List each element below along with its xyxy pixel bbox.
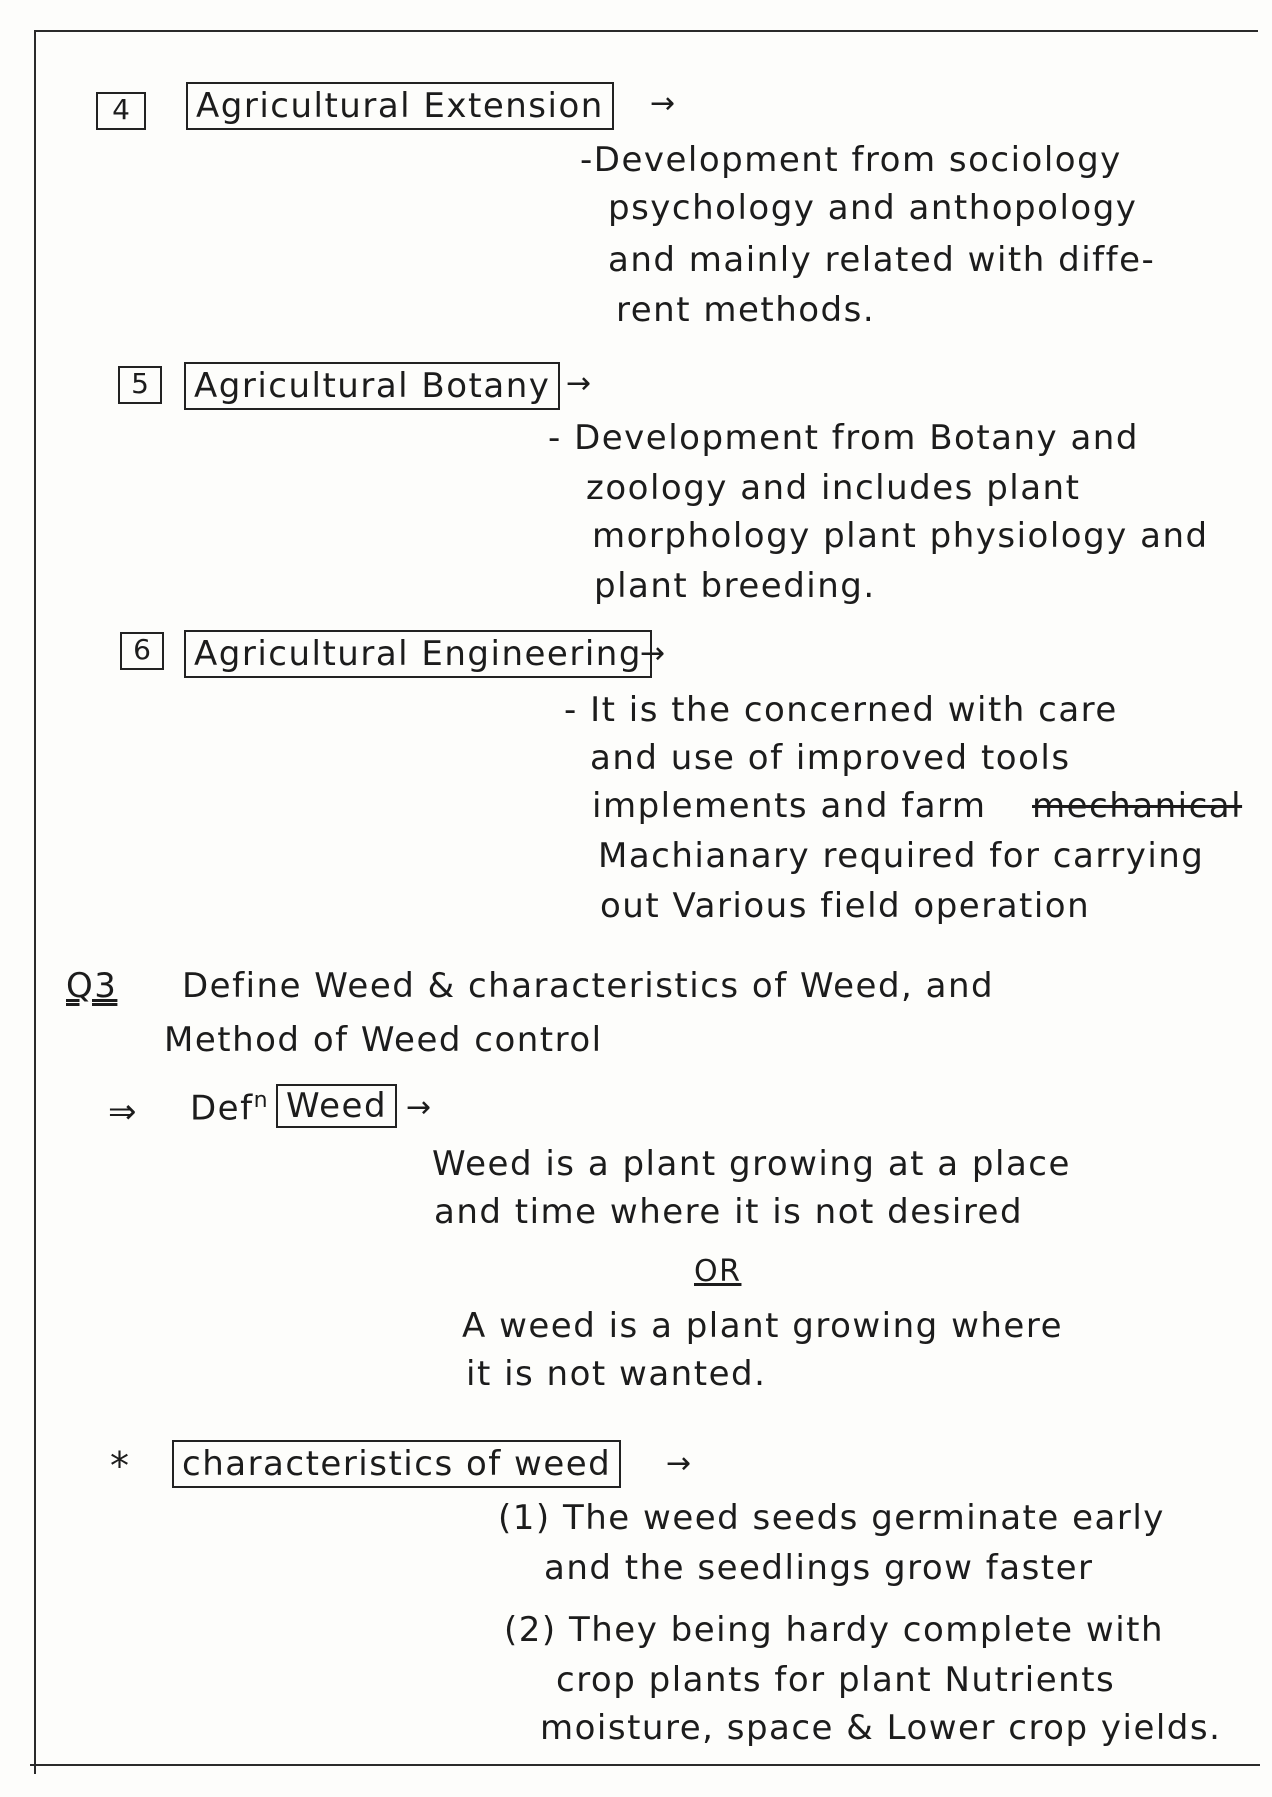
arrow-icon: → [406, 1090, 432, 1125]
section-text-line: rent methods. [616, 290, 876, 330]
section-text-line: and use of improved tools [590, 738, 1071, 778]
question-text: Define Weed & characteristics of Weed, and [182, 966, 995, 1006]
arrow-icon: → [566, 366, 592, 401]
section-text-line: -Development from sociology [580, 140, 1122, 180]
definition-text: it is not wanted. [466, 1354, 767, 1394]
section-text-line: - It is the concerned with care [564, 690, 1118, 730]
section-text-line: morphology plant physiology and [592, 516, 1209, 556]
characteristic-line: and the seedlings grow faster [544, 1548, 1094, 1588]
section-text-line: - Development from Botany and [548, 418, 1139, 458]
definition-text: A weed is a plant growing where [462, 1306, 1063, 1346]
section-text-line: plant breeding. [594, 566, 876, 606]
definition-text: and time where it is not desired [434, 1192, 1024, 1232]
arrow-icon: → [640, 636, 666, 671]
definition-term: Weed [276, 1084, 397, 1128]
question-text: Method of Weed control [164, 1020, 603, 1060]
characteristic-line: (1) The weed seeds germinate early [498, 1498, 1165, 1538]
section-heading: Agricultural Botany [184, 362, 560, 410]
section-text-line: Machianary required for carrying [598, 836, 1205, 876]
section-number: 5 [118, 366, 162, 404]
implies-arrow-icon: ⇒ [108, 1092, 138, 1132]
arrow-icon: → [666, 1446, 692, 1481]
struck-out-word: mechanical [1032, 786, 1243, 826]
characteristic-line: moisture, space & Lower crop yields. [540, 1708, 1222, 1748]
characteristic-line: crop plants for plant Nutrients [556, 1660, 1116, 1700]
section-text-line: implements and farm [592, 786, 987, 826]
section-text-line: psychology and anthopology [608, 188, 1138, 228]
bottom-rule [30, 1764, 1260, 1766]
section-number: 6 [120, 632, 164, 670]
or-divider: OR [694, 1254, 742, 1289]
definition-text: Weed is a plant growing at a place [432, 1144, 1071, 1184]
section-heading: Agricultural Extension [186, 82, 614, 130]
section-number: 4 [96, 92, 146, 130]
characteristics-heading: characteristics of weed [172, 1440, 621, 1488]
definition-prefix-text: Def [190, 1088, 254, 1129]
section-text-line: and mainly related with diffe- [608, 240, 1156, 280]
question-label: Q3 [66, 966, 118, 1006]
section-heading: Agricultural Engineering [184, 630, 652, 678]
section-text-line: out Various field operation [600, 886, 1091, 926]
asterisk-bullet-icon: * [110, 1444, 131, 1488]
arrow-icon: → [650, 86, 676, 121]
definition-prefix-sup: n [253, 1088, 270, 1113]
definition-prefix [190, 1088, 269, 1128]
section-text-line: zoology and includes plant [586, 468, 1081, 508]
characteristic-line: (2) They being hardy complete with [504, 1610, 1165, 1650]
